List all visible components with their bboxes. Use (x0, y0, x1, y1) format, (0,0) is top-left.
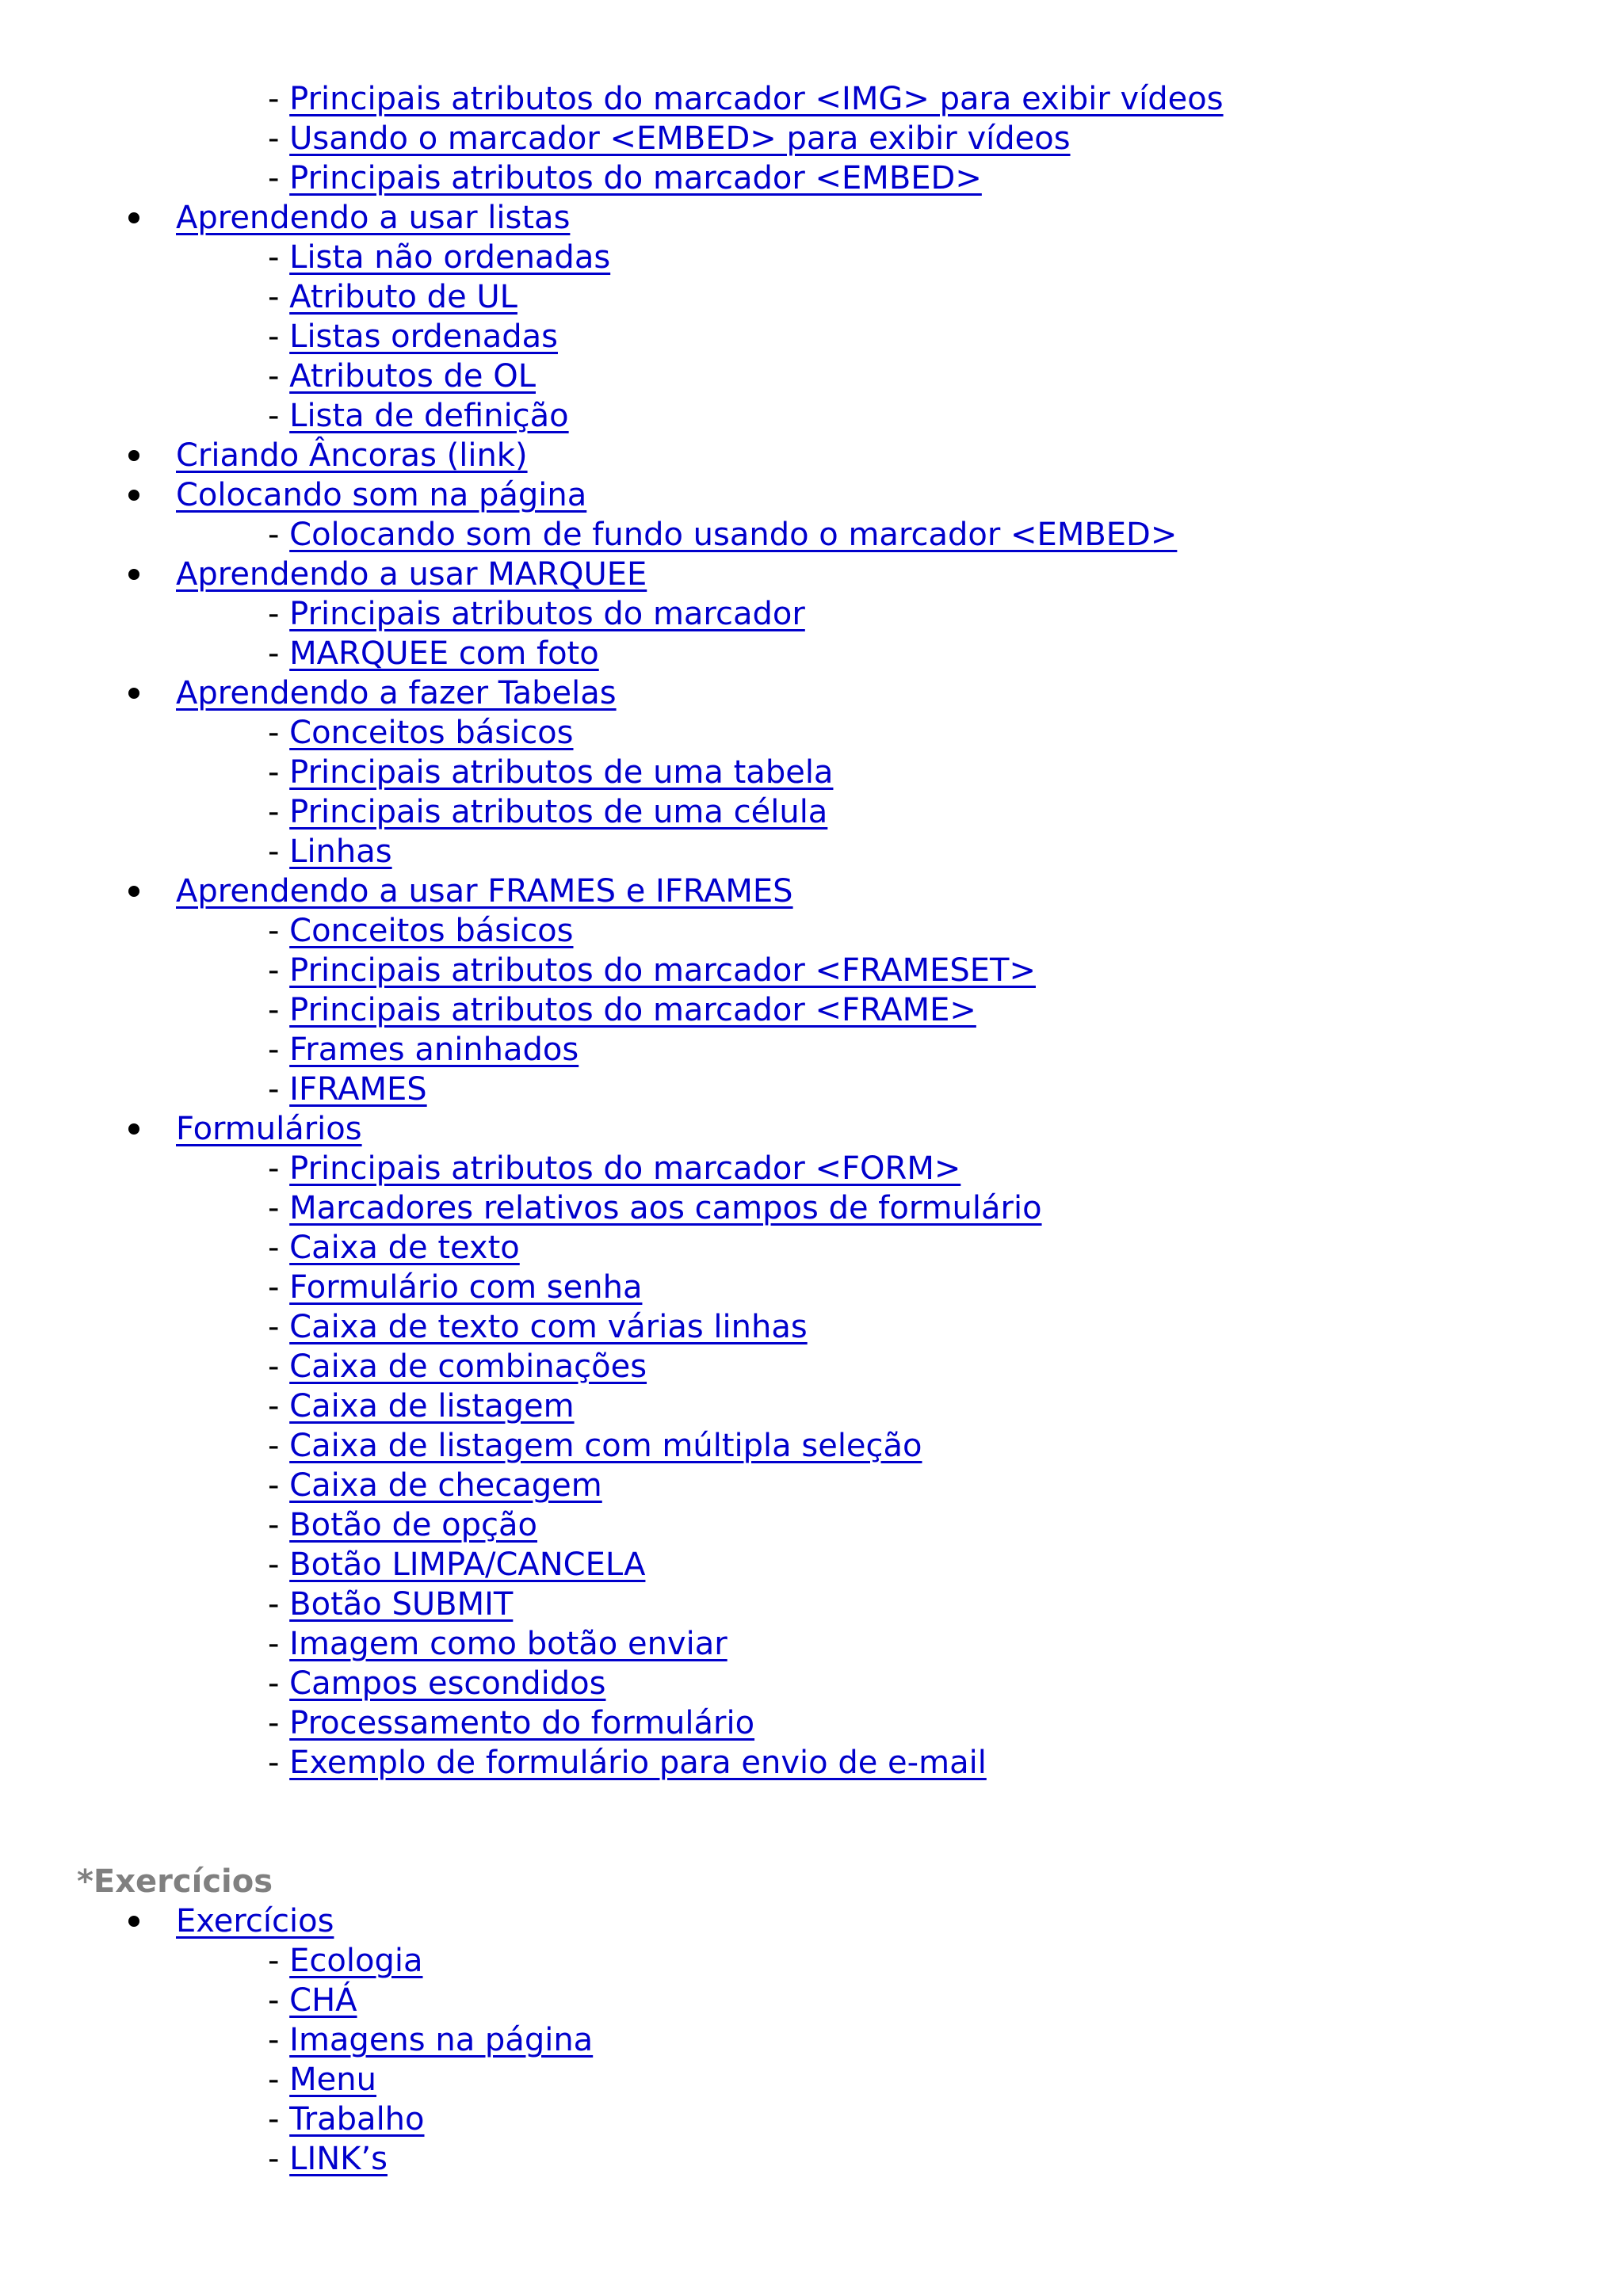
exercises-list (0, 1901, 1623, 2179)
sublist-item (0, 1743, 1623, 1783)
sublist-item (0, 396, 1623, 436)
bullet-item (0, 673, 1623, 713)
dash-marker: - (268, 398, 290, 434)
dash-marker: - (268, 517, 290, 553)
dash-marker: - (268, 1348, 290, 1385)
sublist-link[interactable]: Botão SUBMIT (289, 1586, 514, 1623)
bullet-item (0, 555, 1623, 594)
topic-link[interactable]: Aprendendo a usar listas (176, 200, 571, 236)
bullet-item (0, 198, 1623, 238)
dash-marker: - (268, 1943, 290, 1979)
sublist-item (0, 1228, 1623, 1268)
bullet-item (0, 871, 1623, 911)
dash-marker: - (268, 1507, 290, 1543)
sublist-link[interactable]: Caixa de texto com várias linhas (289, 1309, 808, 1345)
dash-marker: - (268, 833, 290, 870)
sublist-link[interactable]: Atributos de OL (289, 358, 536, 395)
sublist-item (0, 317, 1623, 357)
topic-link[interactable]: Aprendendo a usar MARQUEE (176, 556, 647, 593)
sublist-item (0, 1585, 1623, 1624)
dash-marker: - (268, 2022, 290, 2058)
sublist-link[interactable]: Processamento do formulário (289, 1705, 755, 1741)
sublist-item (0, 238, 1623, 277)
bullet-item (0, 436, 1623, 475)
dash-marker: - (268, 1428, 290, 1464)
topic-link[interactable]: Exercícios (176, 1903, 334, 1939)
sublist-link[interactable]: Marcadores relativos aos campos de formulário (289, 1190, 1042, 1226)
dash-marker: - (268, 1705, 290, 1741)
dash-marker: - (268, 635, 290, 672)
sublist-link[interactable]: Caixa de checagem (289, 1467, 602, 1504)
dash-marker: - (268, 1150, 290, 1187)
sublist-item (0, 2060, 1623, 2100)
dash-marker: - (268, 160, 290, 196)
sublist-item (0, 1664, 1623, 1703)
page-content (0, 79, 1623, 2179)
top-sublist (0, 79, 1623, 198)
sublist-item (0, 1624, 1623, 1664)
topic-link[interactable]: Colocando som na página (176, 477, 587, 513)
topic-list (0, 198, 1623, 1783)
sublist-item (0, 1386, 1623, 1426)
sublist-link[interactable]: Colocando som de fundo usando o marcador <EMBED> (289, 517, 1178, 553)
exercises-heading: *Exercícios (77, 1863, 273, 1900)
sublist-item (0, 277, 1623, 317)
sublist-item (0, 357, 1623, 396)
topic-link[interactable]: Criando Âncoras (link) (176, 437, 528, 474)
dash-marker: - (268, 754, 290, 791)
spacer (0, 1783, 1623, 1862)
sublist-item (0, 713, 1623, 753)
dash-marker: - (268, 1982, 290, 2019)
sublist-link[interactable]: Linhas (289, 833, 392, 870)
dash-marker: - (268, 596, 290, 632)
sublist-item (0, 1941, 1623, 1981)
sublist-link[interactable]: Caixa de listagem (289, 1388, 575, 1425)
dash-marker: - (268, 1467, 290, 1504)
sublist-item (0, 1703, 1623, 1743)
sublist-link[interactable]: Caixa de combinações (289, 1348, 647, 1385)
sublist-item (0, 1347, 1623, 1386)
sublist-link[interactable]: Lista não ordenadas (289, 239, 611, 276)
sublist-item (0, 990, 1623, 1030)
sublist-link[interactable]: Frames aninhados (289, 1032, 579, 1068)
sublist-link[interactable]: LINK’s (289, 2141, 388, 2177)
dash-marker: - (268, 1665, 290, 1702)
sublist-item (0, 2020, 1623, 2060)
sublist-link[interactable]: Caixa de texto (289, 1230, 520, 1266)
sublist-item (0, 119, 1623, 158)
sublist-link[interactable]: Principais atributos do marcador <FRAME> (289, 992, 976, 1028)
dash-marker: - (268, 992, 290, 1028)
sublist-item (0, 1545, 1623, 1585)
sublist-link[interactable]: Imagem como botão enviar (289, 1626, 727, 1662)
sublist-item (0, 594, 1623, 634)
dash-marker: - (268, 358, 290, 395)
topic-link[interactable]: Aprendendo a usar FRAMES e IFRAMES (176, 873, 793, 910)
sublist-link[interactable]: Principais atributos de uma célula (289, 794, 828, 830)
sublist-item (0, 1426, 1623, 1466)
sublist-item (0, 1188, 1623, 1228)
sublist-item (0, 911, 1623, 951)
sublist-link[interactable]: Principais atributos do marcador (289, 596, 805, 632)
sublist-item (0, 1149, 1623, 1188)
sublist-link[interactable]: MARQUEE com foto (289, 635, 599, 672)
sublist-link[interactable]: Principais atributos de uma tabela (289, 754, 834, 791)
sublist-link[interactable]: Principais atributos do marcador <EMBED> (289, 160, 982, 196)
sublist-item (0, 753, 1623, 792)
sublist-link[interactable]: Principais atributos do marcador <FRAMESET> (289, 952, 1036, 989)
sublist-link[interactable]: Principais atributos do marcador <IMG> para exibir vídeos (289, 81, 1224, 117)
dash-marker: - (268, 1547, 290, 1583)
bullet-item (0, 1901, 1623, 1941)
topic-link[interactable]: Aprendendo a fazer Tabelas (176, 675, 617, 711)
sublist-item (0, 2100, 1623, 2139)
sublist-link[interactable]: Menu (289, 2061, 376, 2098)
sublist-link[interactable]: Atributo de UL (289, 279, 517, 315)
sublist-link[interactable]: Listas ordenadas (289, 318, 558, 355)
dash-marker: - (268, 318, 290, 355)
dash-marker: - (268, 1071, 290, 1108)
dash-marker: - (268, 1626, 290, 1662)
dash-marker: - (268, 2101, 290, 2138)
bullet-item (0, 1109, 1623, 1149)
sublist-item (0, 1070, 1623, 1109)
sublist-item (0, 158, 1623, 198)
sublist-link[interactable]: IFRAMES (289, 1071, 427, 1108)
topic-link[interactable]: Formulários (176, 1111, 362, 1147)
sublist-item (0, 832, 1623, 871)
sublist-item (0, 1268, 1623, 1307)
bullet-item (0, 475, 1623, 515)
dash-marker: - (268, 913, 290, 949)
sublist-link[interactable]: CHÁ (289, 1982, 357, 2019)
sublist-item (0, 1030, 1623, 1070)
sublist-link[interactable]: Caixa de listagem com múltipla seleção (289, 1428, 922, 1464)
sublist-item (0, 515, 1623, 555)
sublist-item (0, 2139, 1623, 2179)
sublist-link[interactable]: Botão de opção (289, 1507, 538, 1543)
sublist-link[interactable]: Lista de definição (289, 398, 569, 434)
dash-marker: - (268, 2141, 290, 2177)
sublist-item (0, 1981, 1623, 2020)
dash-marker: - (268, 1269, 290, 1306)
sublist-link[interactable]: Conceitos básicos (289, 715, 574, 751)
dash-marker: - (268, 279, 290, 315)
sublist-item (0, 634, 1623, 673)
sublist-link[interactable]: Usando o marcador <EMBED> para exibir vídeos (289, 120, 1071, 157)
sublist-item (0, 1307, 1623, 1347)
dash-marker: - (268, 715, 290, 751)
sublist-item (0, 79, 1623, 119)
dash-marker: - (268, 1190, 290, 1226)
sublist-item (0, 1466, 1623, 1505)
sublist-link[interactable]: Trabalho (289, 2101, 425, 2138)
sublist-item (0, 792, 1623, 832)
sublist-link[interactable]: Campos escondidos (289, 1665, 606, 1702)
dash-marker: - (268, 2061, 290, 2098)
sublist-link[interactable]: Imagens na página (289, 2022, 594, 2058)
dash-marker: - (268, 1745, 290, 1781)
sublist-link[interactable]: Exemplo de formulário para envio de e-mail (289, 1745, 987, 1781)
dash-marker: - (268, 1309, 290, 1345)
sublist-link[interactable]: Principais atributos do marcador <FORM> (289, 1150, 961, 1187)
dash-marker: - (268, 120, 290, 157)
sublist-item (0, 951, 1623, 990)
dash-marker: - (268, 81, 290, 117)
dash-marker: - (268, 952, 290, 989)
sublist-link[interactable]: Formulário com senha (289, 1269, 643, 1306)
dash-marker: - (268, 1230, 290, 1266)
dash-marker: - (268, 1586, 290, 1623)
dash-marker: - (268, 1032, 290, 1068)
sublist-link[interactable]: Conceitos básicos (289, 913, 574, 949)
sublist-item (0, 1505, 1623, 1545)
sublist-link[interactable]: Ecologia (289, 1943, 423, 1979)
dash-marker: - (268, 1388, 290, 1425)
sublist-link[interactable]: Botão LIMPA/CANCELA (289, 1547, 646, 1583)
dash-marker: - (268, 794, 290, 830)
dash-marker: - (268, 239, 290, 276)
